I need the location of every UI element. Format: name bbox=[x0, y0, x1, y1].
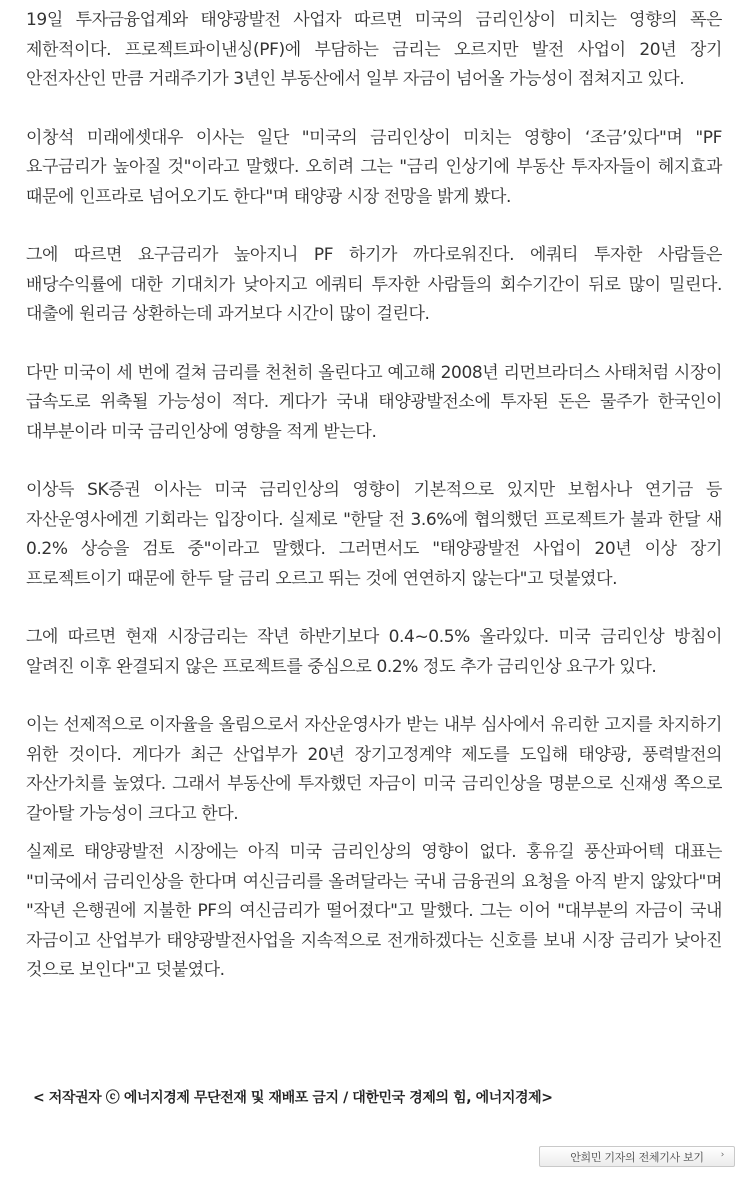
article-paragraph-4: 다만 미국이 세 번에 걸쳐 금리를 천천히 올린다고 예고해 2008년 리먼브라더스 사태처럼 시장이 급속도로 위축될 가능성이 적다. 게다가 국내 태양광발전소에 투자된 돈은 물주가 한국인이 대부분이라 미국 금리인상에 영향을 적게 받는다. bbox=[26, 362, 722, 442]
article-paragraph-1: 19일 투자금융업계와 태양광발전 사업자 따르면 미국의 금리인상이 미치는 영향의 폭은 제한적이다. 프로젝트파이낸싱(PF)에 부담하는 금리는 오르지만 발전 사업이 20년 장기 안전자산인 만큼 거래주기가 3년인 부동산에서 일부 자금이 넘어올 가능성이 점쳐지고 있다. bbox=[26, 10, 722, 89]
copyright-notice: < 저작권자 ⓒ 에너지경제 무단전재 및 재배포 금지 / 대한민국 경제의 힘, 에너지경제> bbox=[33, 1090, 553, 1106]
article-body bbox=[26, 6, 722, 986]
article-paragraph-8: 실제로 태양광발전 시장에는 아직 미국 금리인상의 영향이 없다. 홍유길 풍산파어텍 대표는 "미국에서 금리인상을 한다며 여신금리를 올려달라는 국내 금융권의 요청을 아직 받지 않았다"며 "작년 은행권에 지불한 PF의 여신금리가 떨어졌다"고 말했다. 그는 이어 "대부분의 자금이 국내 자금이고 산업부가 태양광발전사업을 지속적으로 전개하겠다는 신호를 보내 시장 금리가 낮아진 것으로 보인다"고 덧붙였다. bbox=[26, 842, 722, 980]
chevron-right-icon: › bbox=[720, 1150, 724, 1160]
article-paragraph-6: 그에 따르면 현재 시장금리는 작년 하반기보다 0.4~0.5% 올라있다. 미국 금리인상 방침이 알려진 이후 완결되지 않은 프로젝트를 중심으로 0.2% 정도 추가 금리인상 요구가 있다. bbox=[26, 627, 722, 677]
article-paragraph-3: 그에 따르면 요구금리가 높아지니 PF 하기가 까다로워진다. 에쿼티 투자한 사람들은 배당수익률에 대한 기대치가 낮아지고 에쿼티 투자한 사람들의 회수기간이 뒤로 많이 밀린다. 대출에 원리금 상환하는데 과거보다 시간이 많이 걸린다. bbox=[26, 245, 722, 324]
reporter-all-articles-button[interactable] bbox=[539, 1146, 735, 1167]
reporter-all-articles-label: 안희민 기자의 전체기사 보기 bbox=[570, 1150, 704, 1164]
article-paragraph-7: 이는 선제적으로 이자율을 올림으로서 자산운영사가 받는 내부 심사에서 유리한 고지를 차지하기 위한 것이다. 게다가 최근 산업부가 20년 장기고정계약 제도를 도입해 태양광, 풍력발전의 자산가치를 높였다. 그래서 부동산에 투자했던 자금이 미국 금리인상을 명분으로 신재생 쪽으로 갈아탈 가능성이 크다고 한다. bbox=[26, 715, 722, 824]
article-paragraph-5: 이상득 SK증권 이사는 미국 금리인상의 영향이 기본적으로 있지만 보험사나 연기금 등 자산운영사에겐 기회라는 입장이다. 실제로 "한달 전 3.6%에 협의했던 프로젝트가 불과 한달 새 0.2% 상승을 검토 중"이라고 말했다. 그러면서도 "태양광발전 사업이 20년 이상 장기 프로젝트이기 때문에 한두 달 금리 오르고 뛰는 것에 연연하지 않는다"고 덧붙였다. bbox=[26, 480, 722, 589]
article-paragraph-2: 이창석 미래에셋대우 이사는 일단 "미국의 금리인상이 미치는 영향이 ‘조금’있다"며 "PF 요구금리가 높아질 것"이라고 말했다. 오히려 그는 "금리 인상기에 부동산 투자자들이 헤지효과 때문에 인프라로 넘어오기도 한다"며 태양광 시장 전망을 밝게 봤다. bbox=[26, 127, 722, 207]
